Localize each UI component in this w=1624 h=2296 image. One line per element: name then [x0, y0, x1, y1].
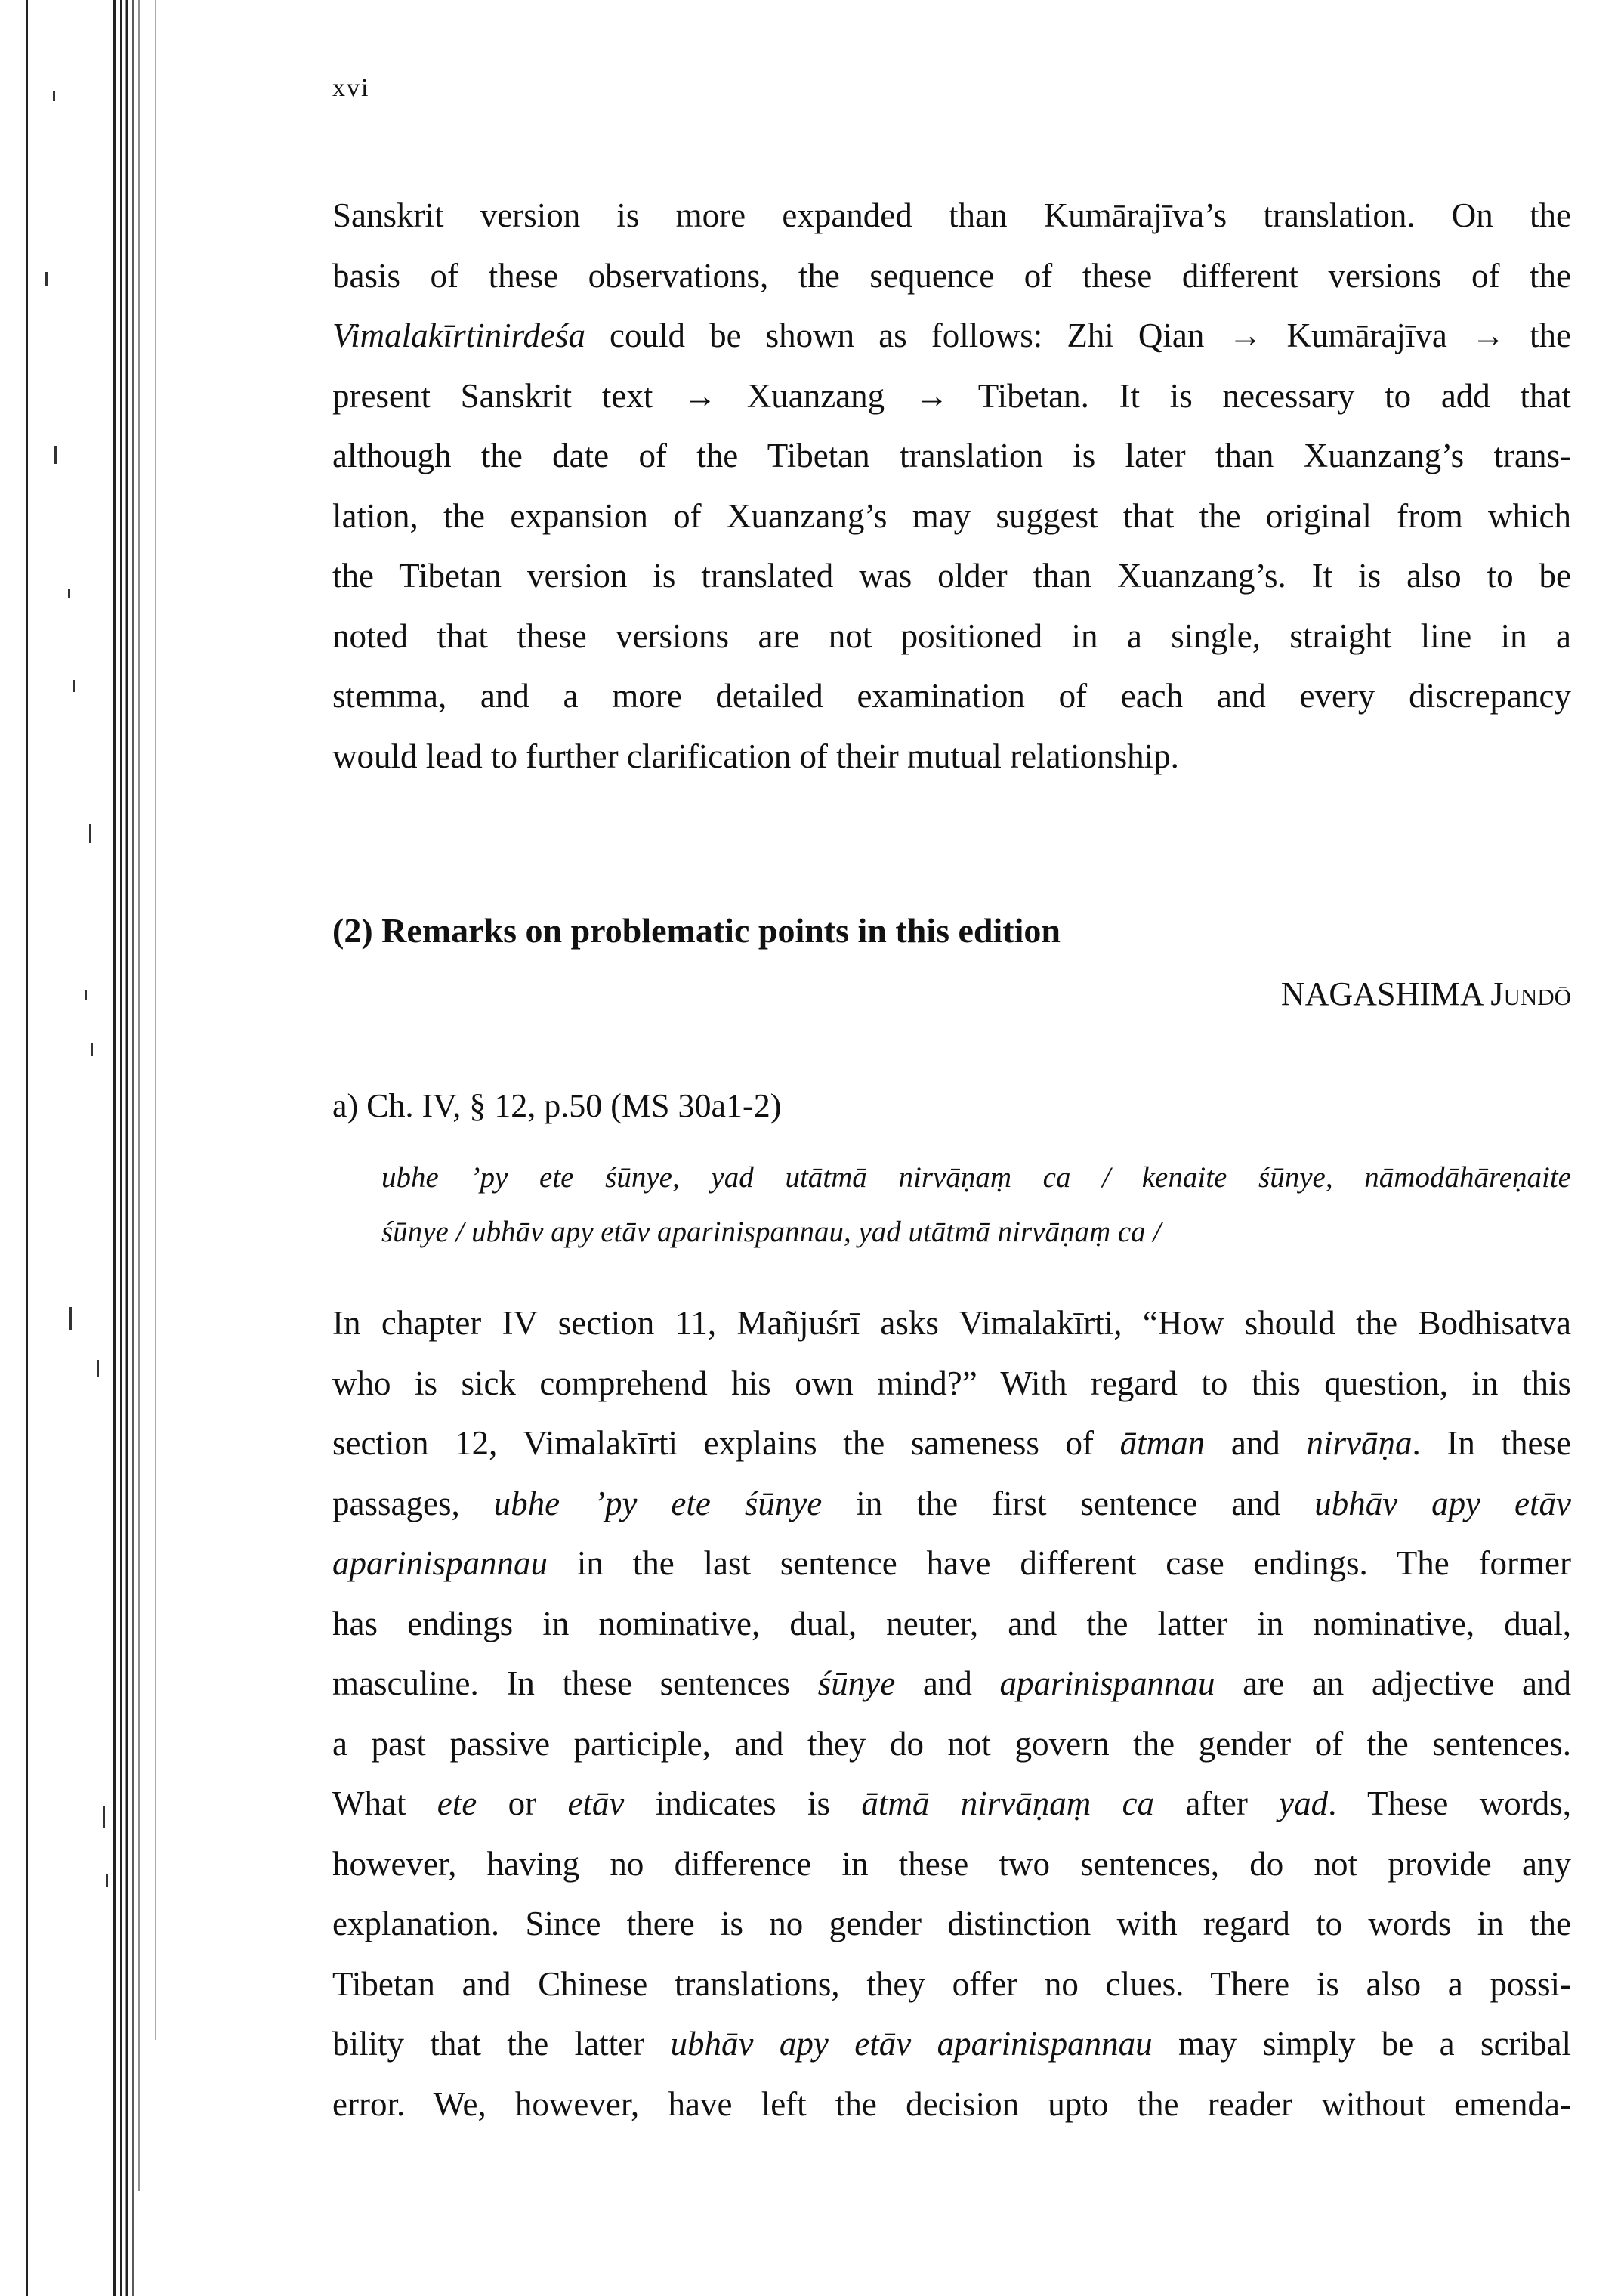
- text-line: [332, 306, 1571, 366]
- text-line: explanation. Since there is no gender distinction with regard to words in the: [332, 1905, 1571, 1942]
- text-run: and: [895, 1664, 1000, 1702]
- term-italic: ubhāv apy etāv: [1314, 1484, 1571, 1522]
- scan-speck: [73, 680, 75, 692]
- term-italic: nirvāṇa: [1306, 1424, 1413, 1462]
- text-line: would lead to further clarification of their mutual relationship.: [332, 737, 1179, 775]
- text-line: In chapter IV section 11, Mañjuśrī asks Vimalakīrti, “How should the Bodhisatva: [332, 1304, 1571, 1342]
- quote-line: ubhe ’py ete śūnye, yad utātmā nirvāṇaṃ ca / kenaite śūnye, nāmodāhāreṇaite: [381, 1161, 1571, 1194]
- scan-speck: [97, 1360, 99, 1377]
- text-line: [332, 1474, 1571, 1534]
- term-italic: śūnye: [817, 1664, 896, 1702]
- text-line: who is sick comprehend his own mind?” With regard to this question, in this: [332, 1364, 1571, 1402]
- text-run: passages,: [332, 1484, 494, 1522]
- text-run: . In these: [1412, 1424, 1572, 1462]
- text-line: however, having no difference in these two sentences, do not provide any: [332, 1844, 1571, 1883]
- sanskrit-quote: [381, 1151, 1571, 1259]
- term-italic: ātman: [1119, 1424, 1206, 1462]
- text-line: Sanskrit version is more expanded than Kumārajīva’s translation. On the: [332, 196, 1571, 234]
- scan-speck: [54, 446, 57, 464]
- text-line: has endings in nominative, dual, neuter, and the latter in nominative, dual,: [332, 1604, 1571, 1642]
- scan-speck: [45, 272, 48, 286]
- text-run: or: [477, 1785, 568, 1822]
- text-run: after: [1154, 1785, 1280, 1822]
- paragraph-2: [332, 1293, 1571, 2134]
- text-line: [332, 1534, 1571, 1594]
- term-italic: ubhe ’py ete śūnye: [493, 1484, 823, 1522]
- text-run: section 12, Vimalakīrti explains the sameness of: [332, 1424, 1120, 1462]
- text-line: [332, 1654, 1571, 1714]
- text-line: Tibetan and Chinese translations, they offer no clues. There is also a possi-: [332, 1964, 1571, 2003]
- scan-speck: [69, 1307, 72, 1330]
- text-line: present Sanskrit text → Xuanzang → Tibetan. It is necessary to add that: [332, 376, 1571, 415]
- text-line: basis of these observations, the sequence of these different versions of the: [332, 256, 1571, 295]
- text-line: [332, 1774, 1571, 1834]
- term-italic: ete: [437, 1785, 477, 1822]
- text-line: the Tibetan version is translated was older than Xuanzang’s. It is also to be: [332, 557, 1571, 595]
- binding-gutter: [0, 0, 174, 2296]
- paragraph-1: [332, 186, 1571, 786]
- text-line: although the date of the Tibetan translation is later than Xuanzang’s trans-: [332, 437, 1571, 474]
- term-italic: aparinispannau: [332, 1544, 548, 1582]
- quote-line: śūnye / ubhāv apy etāv aparinispannau, yad utātmā nirvāṇaṃ ca /: [381, 1216, 1162, 1248]
- term-italic: ubhāv apy etāv aparinispannau: [670, 2025, 1153, 2063]
- text-line: [332, 2014, 1571, 2075]
- item-label: a) Ch. IV, § 12, p.50 (MS 30a1-2): [332, 1087, 782, 1124]
- term-italic: etāv: [567, 1785, 625, 1822]
- text-run: and: [1205, 1424, 1307, 1462]
- scan-speck: [53, 91, 55, 101]
- scan-speck: [89, 824, 91, 843]
- text-run: in the last sentence have different case endings. The former: [548, 1544, 1571, 1582]
- section-heading: (2) Remarks on problematic points in this edition: [332, 911, 1061, 950]
- term-italic: aparinispannau: [999, 1664, 1215, 1702]
- text-run: are an adjective and: [1215, 1664, 1571, 1702]
- text-line: [332, 1414, 1571, 1474]
- scan-speck: [68, 589, 70, 598]
- text-line: a past passive participle, and they do not govern the gender of the sentences.: [332, 1724, 1571, 1763]
- text-line: stemma, and a more detailed examination of each and every discrepancy: [332, 677, 1571, 715]
- scan-speck: [91, 1043, 93, 1056]
- text-run: . These words,: [1328, 1785, 1571, 1822]
- text-run: indicates is: [624, 1785, 862, 1822]
- text-line: lation, the expansion of Xuanzang’s may suggest that the original from which: [332, 496, 1571, 535]
- text-line: error. We, however, have left the decision upto the reader without emenda-: [332, 2084, 1571, 2123]
- text-run: masculine. In these sentences: [332, 1664, 818, 1702]
- page-number: xvi: [332, 74, 370, 102]
- author-name: NAGASHIMA Jundō: [1280, 975, 1571, 1012]
- text-run: bility that the latter: [332, 2025, 671, 2063]
- text-run: may simply be a scribal: [1152, 2025, 1572, 2063]
- title-italic: Vimalakīrtinirdeśa: [332, 317, 585, 354]
- term-italic: ātmā nirvāṇaṃ ca: [861, 1785, 1155, 1822]
- text-line: noted that these versions are not positioned in a single, straight line in a: [332, 616, 1571, 655]
- text-run: in the first sentence and: [822, 1484, 1315, 1522]
- scan-speck: [106, 1874, 108, 1887]
- text-run: What: [332, 1785, 437, 1822]
- scan-speck: [85, 990, 87, 1000]
- scan-speck: [103, 1806, 105, 1828]
- text-run: could be shown as follows: Zhi Qian → Kumārajīva → the: [585, 317, 1571, 354]
- term-italic: yad: [1279, 1785, 1329, 1822]
